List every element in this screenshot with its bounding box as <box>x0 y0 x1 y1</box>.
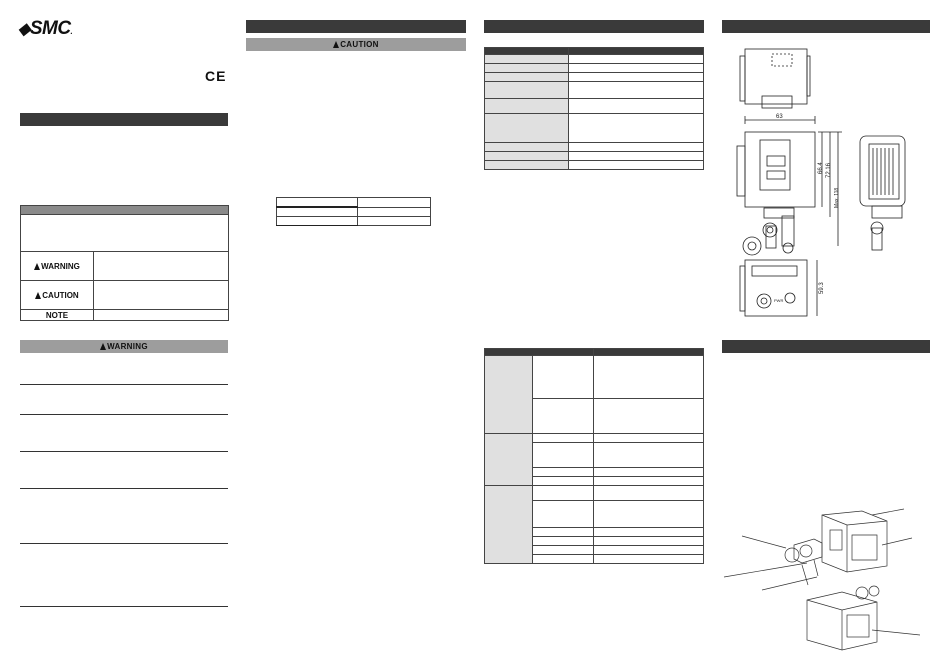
ce-mark: CE <box>205 68 227 84</box>
divider <box>20 414 228 415</box>
section-header-bar <box>484 20 704 33</box>
divider <box>20 451 228 452</box>
caution-banner-icon <box>333 41 339 48</box>
small-table <box>276 197 431 226</box>
warning-signal-cell: WARNING <box>21 252 94 281</box>
dim-max-label: Max. 118 <box>834 187 840 208</box>
caution-triangle-icon <box>35 292 41 299</box>
warning-banner-icon <box>100 343 106 350</box>
caution-signal-cell: CAUTION <box>21 281 94 310</box>
warning-triangle-icon <box>34 263 40 270</box>
divider <box>20 606 228 607</box>
function-table <box>484 348 704 564</box>
port-label: PWR <box>774 298 784 303</box>
section-header-bar <box>722 340 930 353</box>
smc-logo: ◆SMC. <box>18 18 73 39</box>
smc-logo-mark: ◆ <box>18 21 30 38</box>
safety-signal-table <box>20 205 229 321</box>
divider <box>20 384 228 385</box>
section-header-bar <box>246 20 466 33</box>
dim-width-label: 63 <box>776 114 783 120</box>
front-view-outline <box>745 132 815 207</box>
caution-banner: CAUTION <box>246 38 466 51</box>
dim-height-1-label: 66.4 <box>818 162 824 174</box>
dim-depth-label: 59.3 <box>819 282 825 294</box>
note-signal-cell: NOTE <box>21 310 94 321</box>
product-illustration <box>722 505 932 655</box>
side-view-outline <box>860 136 905 206</box>
divider <box>20 543 228 544</box>
section-header-bar <box>722 20 930 33</box>
specification-table <box>484 47 704 170</box>
section-header-bar <box>20 113 228 126</box>
divider <box>20 488 228 489</box>
dimension-drawings <box>722 36 932 336</box>
warning-banner: WARNING <box>20 340 228 353</box>
dim-height-2-label: 72.16 <box>826 162 832 178</box>
bottom-view-outline <box>745 260 807 316</box>
